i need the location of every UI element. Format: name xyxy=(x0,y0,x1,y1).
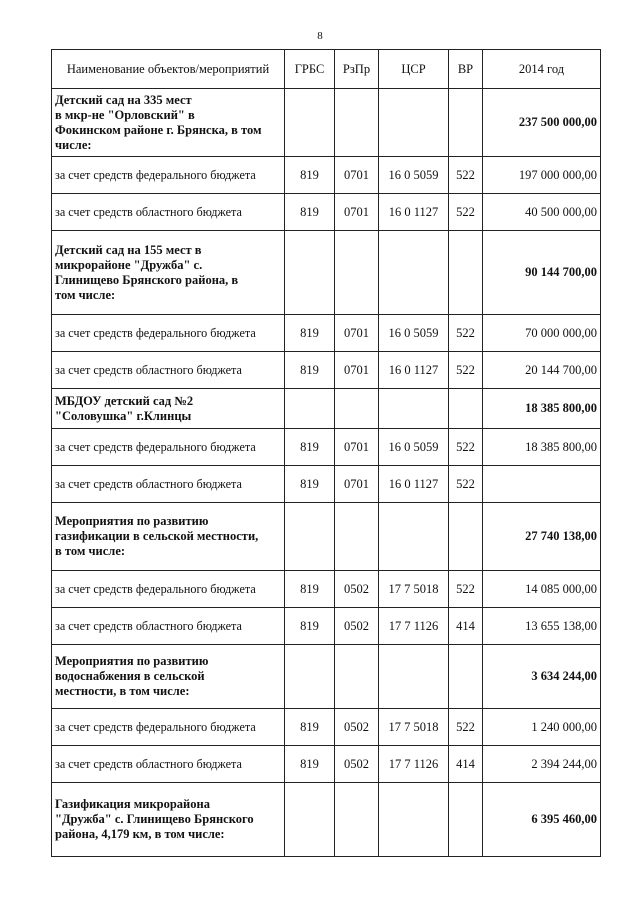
cell-grbs: 819 xyxy=(285,608,335,645)
cell-grbs: 819 xyxy=(285,157,335,194)
table-item-row xyxy=(52,194,601,231)
cell-amount: 70 000 000,00 xyxy=(483,315,601,352)
budget-table xyxy=(51,49,601,857)
cell-csr xyxy=(379,645,449,709)
cell-grbs: 819 xyxy=(285,709,335,746)
header-name: Наименование объектов/мероприятий xyxy=(52,50,285,89)
cell-amount: 90 144 700,00 xyxy=(483,231,601,315)
cell-vr: 522 xyxy=(449,571,483,608)
cell-vr xyxy=(449,389,483,429)
cell-amount: 2 394 244,00 xyxy=(483,746,601,783)
cell-grbs: 819 xyxy=(285,571,335,608)
cell-rzpr: 0701 xyxy=(335,352,379,389)
cell-grbs: 819 xyxy=(285,429,335,466)
table-group-row xyxy=(52,231,601,315)
cell-csr xyxy=(379,783,449,857)
cell-rzpr xyxy=(335,89,379,157)
header-year: 2014 год xyxy=(483,50,601,89)
cell-rzpr: 0502 xyxy=(335,746,379,783)
cell-vr xyxy=(449,89,483,157)
cell-vr: 522 xyxy=(449,466,483,503)
cell-amount: 18 385 800,00 xyxy=(483,429,601,466)
cell-csr xyxy=(379,503,449,571)
header-rzpr: РзПр xyxy=(335,50,379,89)
cell-name: Детский сад на 155 мест в микрорайоне "Дружба" с. Глинищево Брянского района, в том числе: xyxy=(52,231,285,315)
cell-name: за счет средств федерального бюджета xyxy=(52,429,285,466)
cell-amount: 237 500 000,00 xyxy=(483,89,601,157)
cell-amount xyxy=(483,466,601,503)
cell-name: за счет средств областного бюджета xyxy=(52,194,285,231)
cell-name: Детский сад на 335 мест в мкр-не "Орловский" в Фокинском районе г. Брянска, в том числе: xyxy=(52,89,285,157)
cell-rzpr xyxy=(335,503,379,571)
table-group-row xyxy=(52,389,601,429)
table-item-row xyxy=(52,315,601,352)
cell-grbs: 819 xyxy=(285,466,335,503)
cell-amount: 18 385 800,00 xyxy=(483,389,601,429)
cell-csr: 17 7 5018 xyxy=(379,709,449,746)
table-item-row xyxy=(52,709,601,746)
table-group-row xyxy=(52,645,601,709)
cell-amount: 197 000 000,00 xyxy=(483,157,601,194)
cell-name: за счет средств федерального бюджета xyxy=(52,157,285,194)
header-vr: ВР xyxy=(449,50,483,89)
cell-name: за счет средств федерального бюджета xyxy=(52,315,285,352)
cell-grbs xyxy=(285,389,335,429)
cell-amount: 13 655 138,00 xyxy=(483,608,601,645)
cell-vr xyxy=(449,503,483,571)
cell-rzpr: 0502 xyxy=(335,608,379,645)
cell-csr: 17 7 5018 xyxy=(379,571,449,608)
cell-amount: 40 500 000,00 xyxy=(483,194,601,231)
cell-vr: 414 xyxy=(449,746,483,783)
cell-vr xyxy=(449,783,483,857)
cell-rzpr: 0701 xyxy=(335,466,379,503)
table-group-row xyxy=(52,503,601,571)
cell-rzpr: 0701 xyxy=(335,429,379,466)
cell-rzpr xyxy=(335,231,379,315)
table-item-row xyxy=(52,746,601,783)
table-body xyxy=(52,89,601,857)
cell-csr: 16 0 1127 xyxy=(379,194,449,231)
table-item-row xyxy=(52,608,601,645)
table-item-row xyxy=(52,571,601,608)
cell-name: за счет средств федерального бюджета xyxy=(52,571,285,608)
cell-vr xyxy=(449,645,483,709)
cell-rzpr: 0701 xyxy=(335,194,379,231)
header-csr: ЦСР xyxy=(379,50,449,89)
cell-csr: 17 7 1126 xyxy=(379,608,449,645)
cell-rzpr: 0701 xyxy=(335,315,379,352)
cell-grbs xyxy=(285,89,335,157)
table-item-row xyxy=(52,466,601,503)
cell-vr: 522 xyxy=(449,352,483,389)
cell-vr: 522 xyxy=(449,709,483,746)
cell-csr xyxy=(379,389,449,429)
cell-csr: 16 0 1127 xyxy=(379,466,449,503)
table-item-row xyxy=(52,157,601,194)
cell-rzpr xyxy=(335,389,379,429)
cell-amount: 3 634 244,00 xyxy=(483,645,601,709)
page-number: 8 xyxy=(317,30,323,42)
table-group-row xyxy=(52,89,601,157)
cell-grbs xyxy=(285,503,335,571)
cell-grbs: 819 xyxy=(285,746,335,783)
cell-rzpr xyxy=(335,645,379,709)
cell-csr: 16 0 5059 xyxy=(379,157,449,194)
cell-amount: 14 085 000,00 xyxy=(483,571,601,608)
cell-grbs xyxy=(285,645,335,709)
cell-grbs xyxy=(285,231,335,315)
cell-name: Мероприятия по развитию водоснабжения в сельской местности, в том числе: xyxy=(52,645,285,709)
cell-vr: 522 xyxy=(449,429,483,466)
cell-csr: 16 0 5059 xyxy=(379,429,449,466)
table-group-row xyxy=(52,783,601,857)
cell-vr: 522 xyxy=(449,157,483,194)
cell-csr: 17 7 1126 xyxy=(379,746,449,783)
table-item-row xyxy=(52,429,601,466)
cell-grbs: 819 xyxy=(285,352,335,389)
cell-amount: 1 240 000,00 xyxy=(483,709,601,746)
cell-csr: 16 0 1127 xyxy=(379,352,449,389)
cell-grbs: 819 xyxy=(285,315,335,352)
cell-name: за счет средств областного бюджета xyxy=(52,608,285,645)
cell-grbs xyxy=(285,783,335,857)
cell-amount: 6 395 460,00 xyxy=(483,783,601,857)
cell-rzpr: 0502 xyxy=(335,709,379,746)
table-item-row xyxy=(52,352,601,389)
cell-csr xyxy=(379,89,449,157)
cell-rzpr xyxy=(335,783,379,857)
cell-name: МБДОУ детский сад №2 "Соловушка" г.Клинцы xyxy=(52,389,285,429)
cell-amount: 20 144 700,00 xyxy=(483,352,601,389)
table-header-row xyxy=(52,50,601,89)
cell-rzpr: 0701 xyxy=(335,157,379,194)
cell-vr: 414 xyxy=(449,608,483,645)
cell-name: за счет средств областного бюджета xyxy=(52,746,285,783)
cell-grbs: 819 xyxy=(285,194,335,231)
cell-name: за счет средств областного бюджета xyxy=(52,352,285,389)
cell-amount: 27 740 138,00 xyxy=(483,503,601,571)
cell-vr: 522 xyxy=(449,315,483,352)
cell-csr: 16 0 5059 xyxy=(379,315,449,352)
cell-vr: 522 xyxy=(449,194,483,231)
cell-name: Газификация микрорайона "Дружба" с. Глинищево Брянского района, 4,179 км, в том числе: xyxy=(52,783,285,857)
cell-rzpr: 0502 xyxy=(335,571,379,608)
cell-name: за счет средств областного бюджета xyxy=(52,466,285,503)
cell-vr xyxy=(449,231,483,315)
cell-csr xyxy=(379,231,449,315)
cell-name: Мероприятия по развитию газификации в сельской местности, в том числе: xyxy=(52,503,285,571)
cell-name: за счет средств федерального бюджета xyxy=(52,709,285,746)
header-grbs: ГРБС xyxy=(285,50,335,89)
